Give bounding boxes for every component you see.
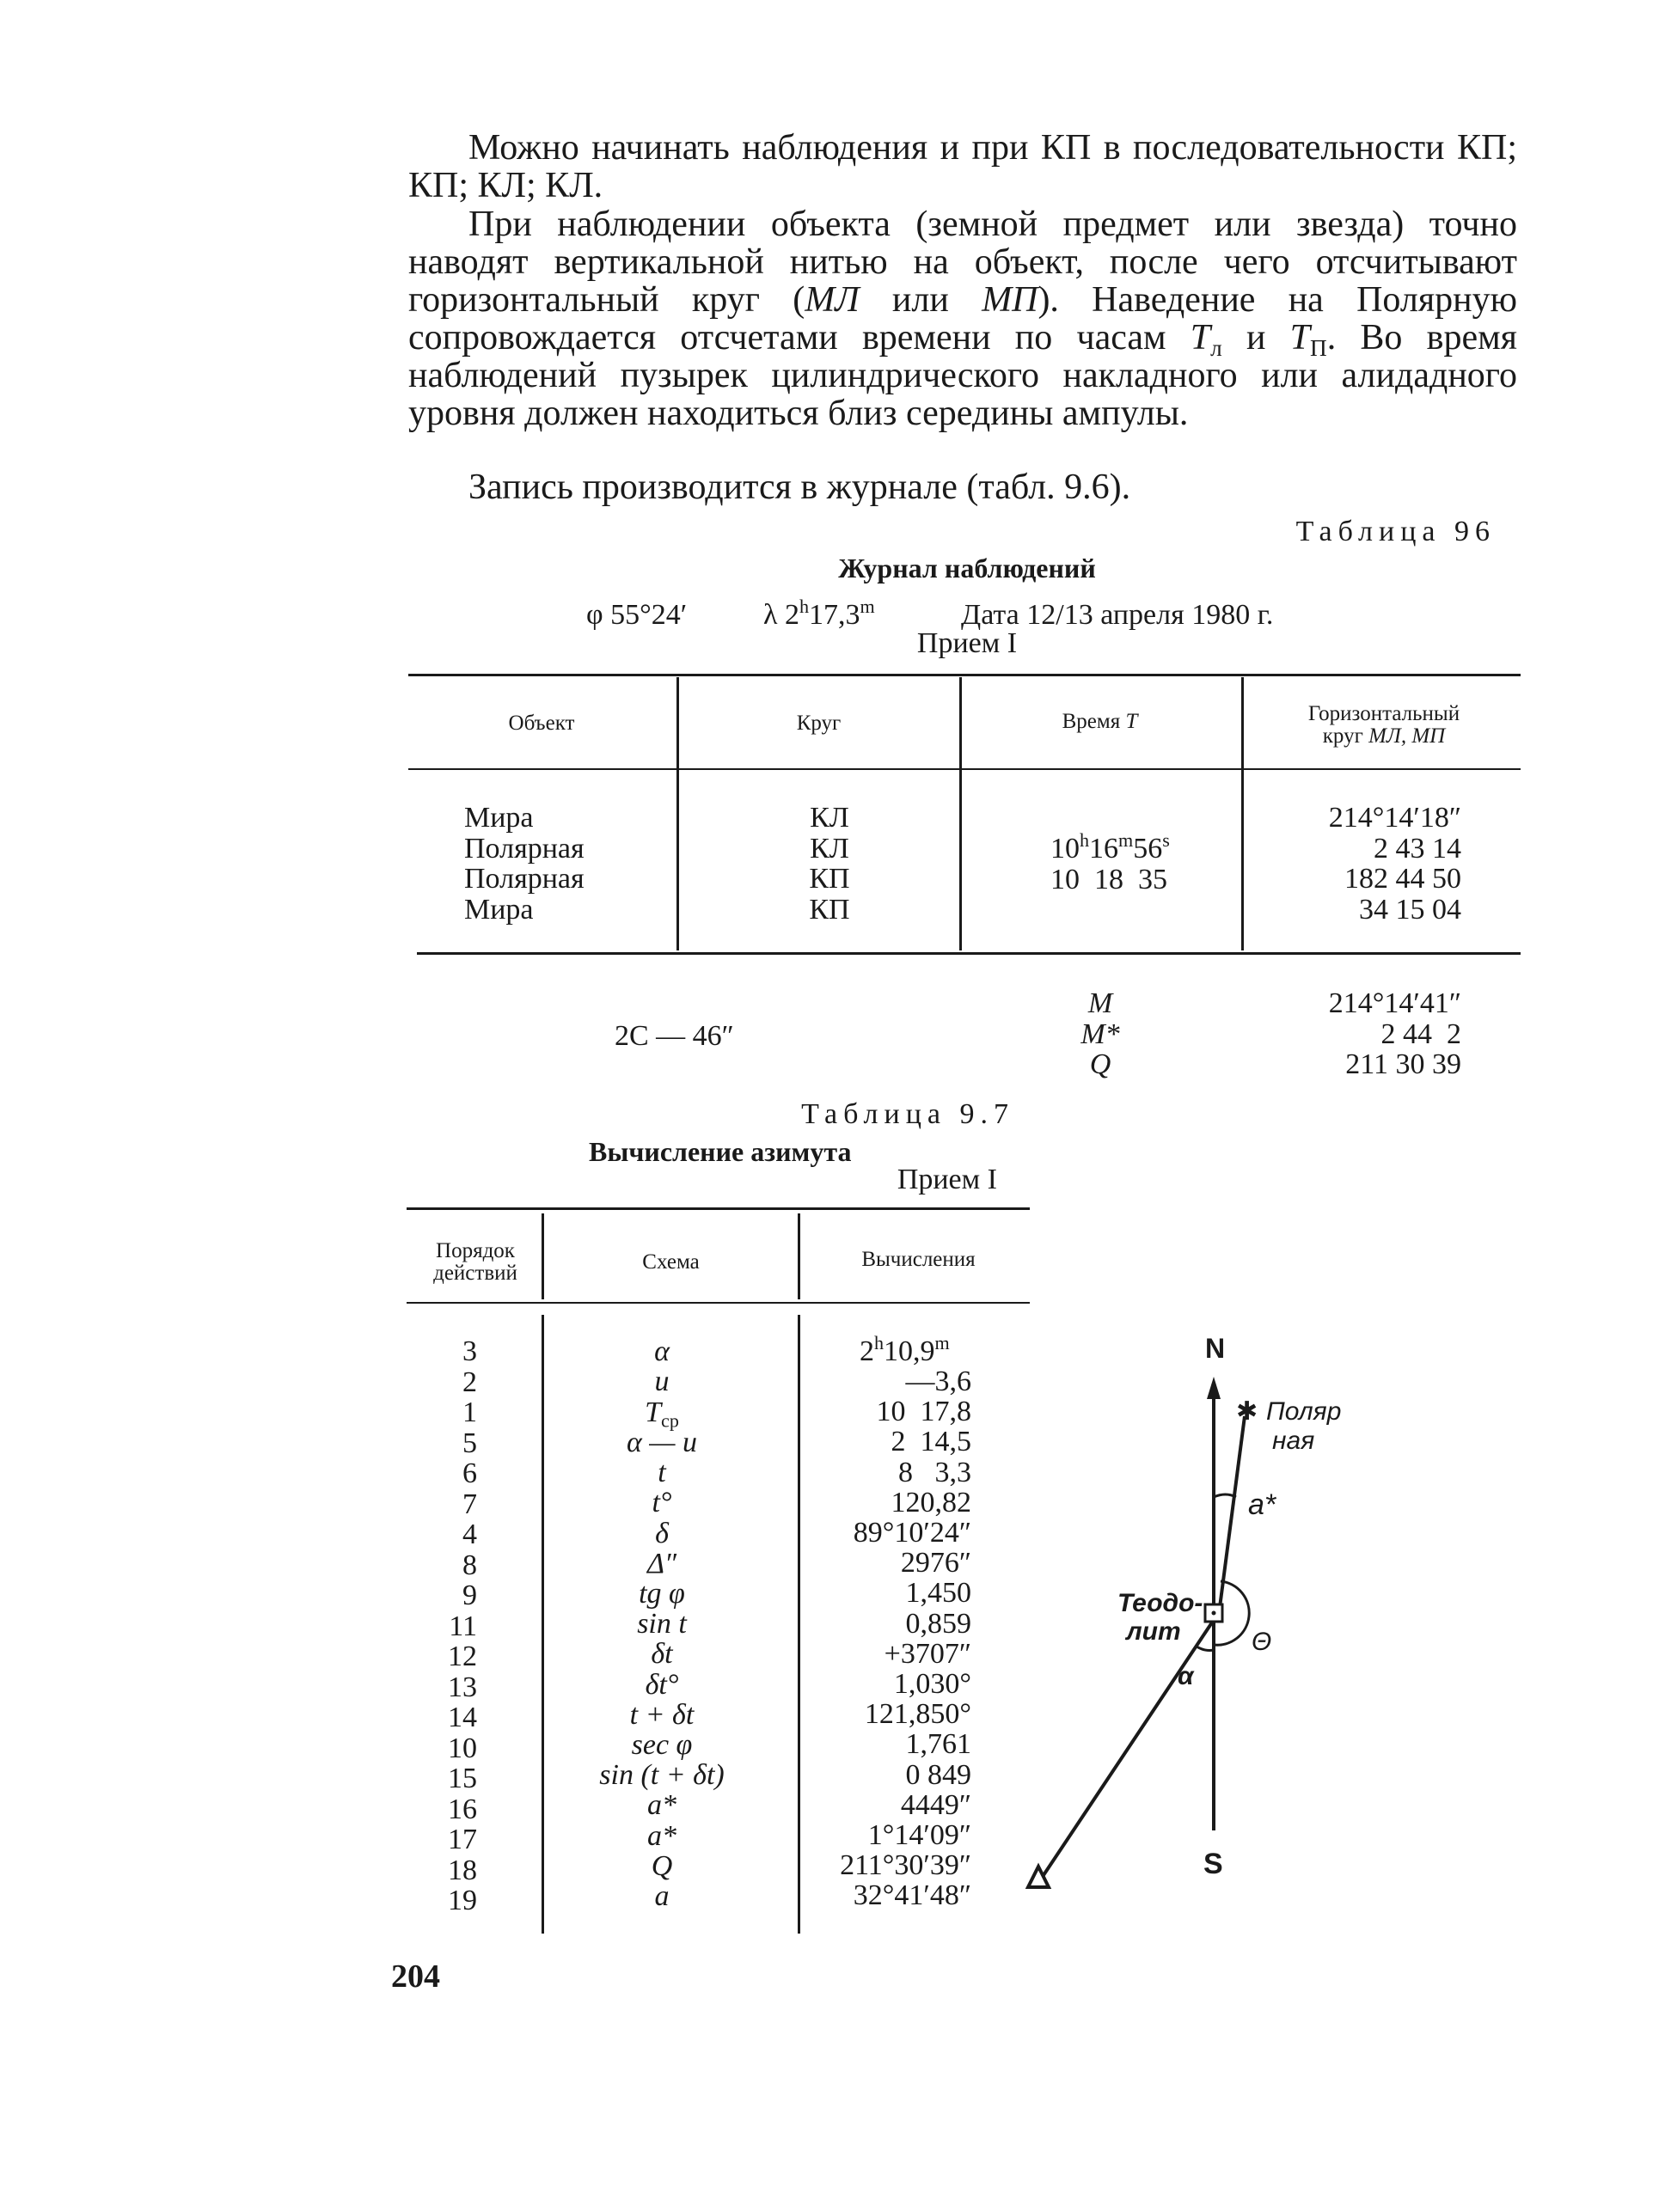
header-horizontal-part: МЛ, МП: [1368, 724, 1446, 748]
header-horizontal: [1246, 703, 1521, 748]
calc-first-part: h: [874, 1331, 885, 1353]
a-star-label: a*: [1248, 1488, 1276, 1521]
theodolite-center: [1212, 1611, 1216, 1616]
t-symbol: T: [1289, 318, 1310, 357]
table-96-time-row-2: [1050, 828, 1170, 865]
longitude-part: 17,3: [809, 599, 860, 631]
longitude-part: h: [799, 595, 810, 617]
header-horizontal-line2: [1246, 725, 1521, 748]
time-part: h: [1080, 828, 1090, 851]
paragraph-2-part: При наблюдении объекта (земной предмет или звезда) точно наводят вертикальной нитью на объект, после чего отсчитывают горизонтальный круг (: [408, 205, 1517, 320]
calc-first-part: 2: [860, 1335, 874, 1367]
table-96-latitude: φ 55°24′: [586, 599, 688, 631]
table-96-summary-labels: M M* Q: [1080, 987, 1120, 1080]
table-97-col-divider: [798, 1315, 800, 1934]
table-97-title: Вычисление азимута: [589, 1136, 852, 1167]
t-symbol: T: [1190, 318, 1211, 357]
theodolite-label-1: Теодо-: [1117, 1589, 1203, 1617]
header-horizontal-line1: Горизонтальный: [1307, 702, 1460, 725]
alpha-label: α: [1178, 1662, 1194, 1690]
azimuth-diagram: [1014, 1323, 1444, 1959]
target-direction-line: [1040, 1620, 1214, 1880]
calc-first-part: 10,9: [884, 1335, 935, 1367]
polar-label-2: ная: [1272, 1427, 1315, 1455]
table-96-title: Журнал наблюдений: [838, 553, 1096, 584]
polar-label-1: Поляр: [1266, 1397, 1342, 1426]
table-97-top-rule: [407, 1207, 1030, 1210]
scheme-t-subscript: ср: [661, 1409, 679, 1432]
table-96-priem: Прием I: [916, 627, 1018, 659]
header-horizontal-part: круг: [1322, 724, 1369, 748]
paragraph-3: [408, 468, 1517, 506]
paragraph-2: [408, 205, 1517, 432]
north-arrowhead: [1207, 1377, 1221, 1399]
table-96-col-divider: [959, 677, 962, 950]
north-label: N: [1205, 1333, 1226, 1364]
table-96-header-rule: [408, 768, 1521, 770]
table-97-label: Таблица 9.7: [801, 1098, 1014, 1130]
time-part: m: [1118, 828, 1134, 851]
scheme-t-cp: [602, 1396, 722, 1432]
paragraph-2-part: . Во время наблюдений пузырек цилиндрического накладного или алидадного уровня должен находиться близ середины ампулы.: [408, 318, 1517, 433]
t-subscript: П: [1310, 335, 1327, 362]
calc-first: [860, 1331, 950, 1367]
header-object: Объект: [508, 712, 575, 735]
scheme-t-symbol: T: [645, 1396, 662, 1428]
table-96-two-c: 2C — 46″: [615, 1020, 734, 1052]
mp-symbol: МП: [982, 280, 1038, 320]
table-96-date: Дата 12/13 апреля 1980 г.: [961, 599, 1274, 631]
table-97-order: 3 2 1 5 6 7 4 8 9 11 12 13 14 10 15 16 17 18 19: [448, 1335, 477, 1916]
scheme-alpha: α: [654, 1335, 670, 1367]
table-96-summary-values: 214°14′41″ 2 44 2 211 30 39: [1328, 987, 1461, 1080]
header-time-text: Время: [1062, 710, 1126, 733]
table-96-top-rule: [408, 674, 1521, 676]
page-number: 204: [391, 1958, 440, 1995]
alpha-arc: [1197, 1647, 1214, 1651]
paragraph-2-part: и: [1221, 318, 1290, 357]
time-part: 16: [1089, 833, 1119, 865]
calc-first-part: m: [934, 1331, 950, 1353]
paragraph-1: [408, 129, 1517, 205]
table-97-priem: Прием I: [897, 1164, 997, 1195]
paragraph-3-text: Запись производится в журнале (табл. 9.6).: [468, 467, 1131, 507]
header-calc: Вычисления: [861, 1248, 976, 1271]
table-97-col-divider: [542, 1315, 544, 1934]
time-part: s: [1162, 828, 1170, 851]
table-97-header-rule: [407, 1302, 1030, 1304]
header-time-symbol: T: [1125, 710, 1138, 733]
table-96-label: Таблица 96: [1295, 516, 1496, 547]
paragraph-1-text: Можно начинать наблюдения и при КП в последовательности КП; КП; КЛ; КЛ.: [408, 128, 1517, 205]
ml-symbol: МЛ: [805, 280, 860, 320]
paragraph-2-part: ). Наведение на Полярную сопровождается отсчетами времени по часам: [408, 280, 1517, 357]
longitude-part: λ 2: [763, 599, 799, 631]
table-96-objects: Мира Полярная Полярная Мира: [464, 802, 585, 926]
time-part: 56: [1133, 833, 1163, 865]
header-order-line1: Порядок: [436, 1239, 515, 1262]
longitude-part: m: [860, 595, 875, 617]
table-97-calc: —3,6 10 17,8 2 14,5 8 3,3 120,82 89°10′24″ 2976″ 1,450 0,859 +3707″ 1,030° 121,850° 1,761 0 849 4449″ 1°14′09″ 211°30′39″ 32°41′48″: [840, 1366, 971, 1912]
header-order: [411, 1240, 540, 1285]
header-scheme: Схема: [642, 1250, 700, 1274]
header-order-line2: действий: [433, 1262, 517, 1285]
header-circle: Круг: [796, 712, 842, 735]
table-97-col-divider: [542, 1213, 544, 1299]
table-97-col-divider: [798, 1213, 800, 1299]
table-96-bottom-rule: [417, 952, 1521, 955]
theta-label: Θ: [1252, 1628, 1272, 1656]
theodolite-label-2: лит: [1126, 1617, 1181, 1646]
star-icon: ✱: [1236, 1396, 1258, 1427]
table-96-horizontal: 214°14′18″ 2 43 14 182 44 50 34 15 04: [1328, 802, 1461, 926]
time-part: 10: [1050, 833, 1080, 865]
table-96-longitude: [763, 595, 875, 632]
table-97-scheme: α — u t t° δ Δ″ tg φ sin t δt δt° t + δt sec φ sin (t + δt) a* a* Q a: [599, 1427, 725, 1913]
t-subscript: л: [1210, 335, 1222, 362]
a-star-arc: [1214, 1494, 1236, 1497]
south-label: S: [1203, 1848, 1223, 1880]
paragraph-2-part: или: [859, 280, 982, 320]
table-96-col-divider: [676, 677, 679, 950]
table-96-time-row-3: 10 18 35: [1050, 864, 1167, 895]
table-96-circles: КЛ КЛ КП КП: [809, 802, 850, 926]
table-96-col-divider: [1241, 677, 1244, 950]
scheme-u: u: [654, 1366, 670, 1397]
header-time: [964, 711, 1235, 733]
